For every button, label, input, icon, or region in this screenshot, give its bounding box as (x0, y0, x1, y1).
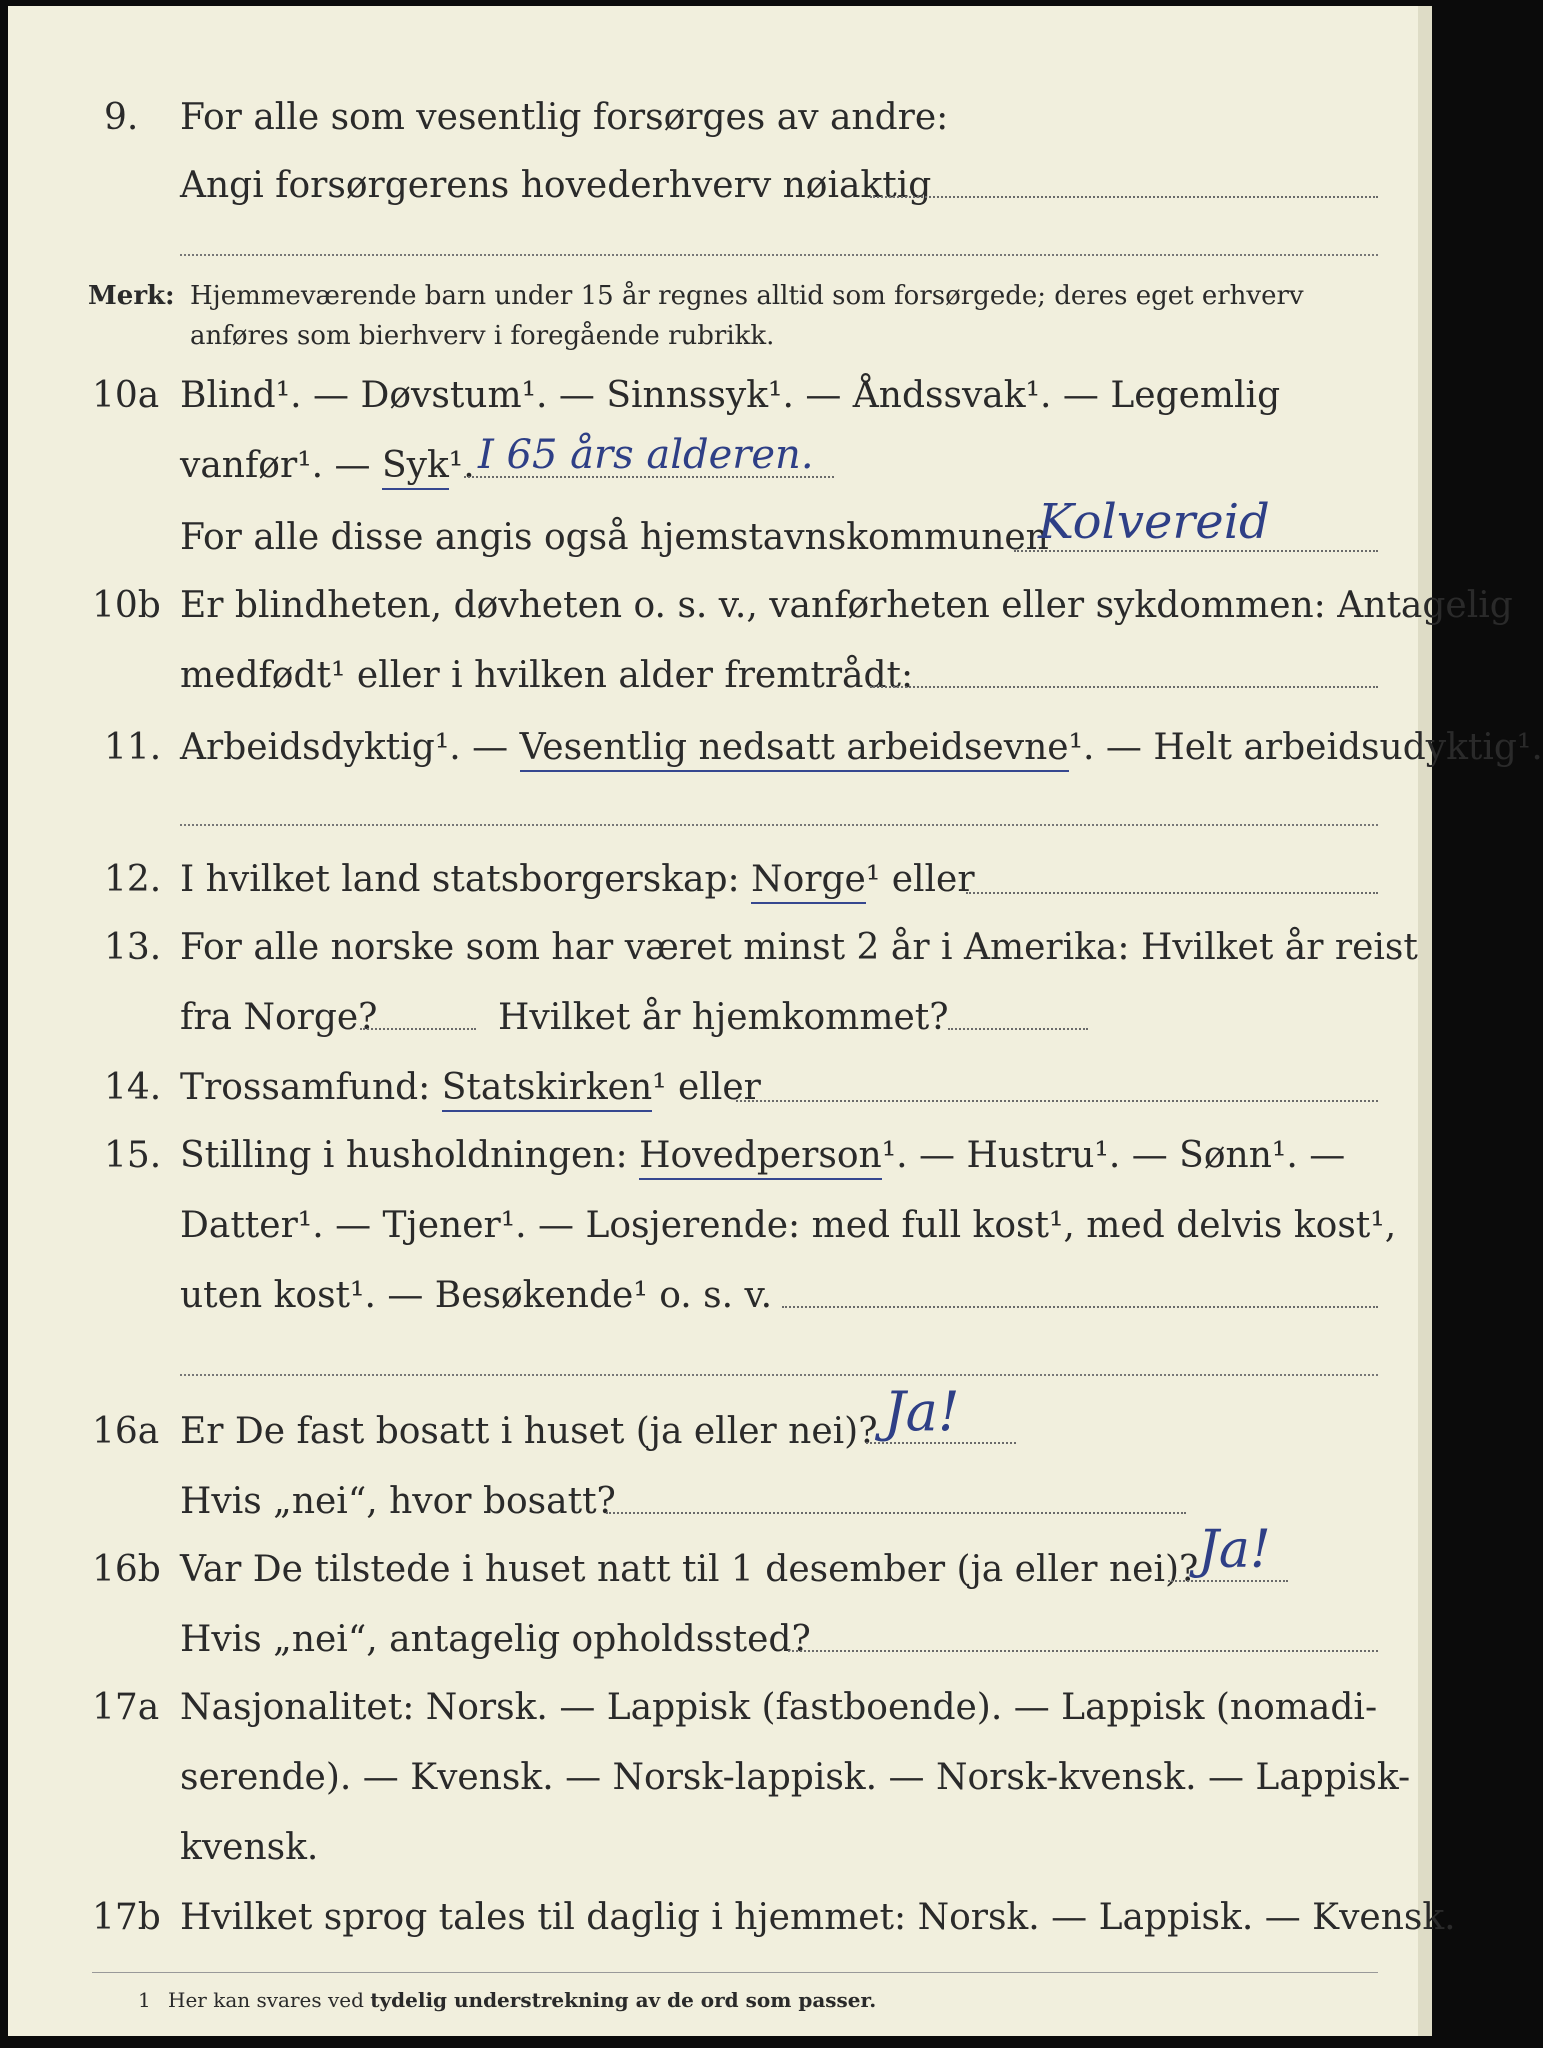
q10a-kommune-field[interactable] (1014, 550, 1378, 552)
q16a-line1: Er De fast bosatt i huset (ja eller nei)? (180, 1411, 878, 1452)
q11-underlined: Vesentlig nedsatt arbeidsevne (520, 727, 1069, 772)
q17b-number: 17b (92, 1897, 161, 1938)
q9-line2: Angi forsørgerens hovederhverv nøiaktig (180, 165, 932, 206)
q17a-line2: serende). — Kvensk. — Norsk-lappisk. — Norsk-kvensk. — Lappisk- (180, 1757, 1411, 1798)
q12-text-b: ¹ eller (865, 859, 975, 900)
footnote-mark: 1 (138, 1988, 151, 2012)
q16b-handwritten-answer: Ja! (1198, 1520, 1271, 1580)
q10b-line1: Er blindheten, døvheten o. s. v., vanførheten eller sykdommen: Antagelig (180, 585, 1513, 626)
q9-line1: For alle som vesentlig forsørges av andre: (180, 97, 949, 138)
q15-answer-field[interactable] (782, 1306, 1378, 1308)
census-form-page (8, 6, 1543, 2036)
q10a-syk-mark: ¹. (448, 445, 475, 486)
q11-line (180, 726, 1543, 770)
q9-answer-line2[interactable] (180, 254, 1378, 256)
q12-answer-field[interactable] (966, 892, 1378, 894)
q10b-number: 10b (92, 585, 161, 626)
q16b-opholdssted-field[interactable] (788, 1650, 1378, 1652)
q17a-line3: kvensk. (180, 1827, 319, 1868)
q11-number: 11. (104, 727, 162, 768)
merk-label: Merk: (88, 281, 175, 311)
q12-line (180, 858, 975, 902)
q10a-line1: Blind¹. — Døvstum¹. — Sinnssyk¹. — Åndssvak¹. — Legemlig (180, 375, 1281, 416)
q14-text-a: Trossamfund: (180, 1067, 442, 1108)
q16a-handwritten-answer: Ja! (884, 1380, 960, 1443)
q15-answer-line2[interactable] (180, 1374, 1378, 1376)
q16a-line2: Hvis „nei“, hvor bosatt? (180, 1481, 616, 1522)
q14-answer-field[interactable] (736, 1100, 1378, 1102)
q13-line1: For alle norske som har været minst 2 år i Amerika: Hvilket år reist (180, 927, 1418, 968)
q14-text-b: ¹ eller (652, 1067, 761, 1108)
q15-line2: Datter¹. — Tjener¹. — Losjerende: med full kost¹, med delvis kost¹, (180, 1205, 1397, 1246)
q13-line2a: fra Norge? (180, 997, 378, 1038)
q10a-handwritten-age: I 65 års alderen. (478, 432, 814, 478)
q11-answer-line[interactable] (180, 824, 1378, 826)
q15-line1 (180, 1134, 1345, 1178)
q16b-line2: Hvis „nei“, antagelig opholdssted? (180, 1619, 811, 1660)
q17b-line1: Hvilket sprog tales til daglig i hjemmet: Norsk. — Lappisk. — Kvensk. (180, 1897, 1456, 1938)
q14-number: 14. (104, 1067, 162, 1108)
q16b-line1: Var De tilstede i huset natt til 1 desember (ja eller nei)? (180, 1549, 1199, 1590)
q14-underlined: Statskirken (442, 1067, 652, 1112)
q14-line (180, 1066, 761, 1110)
footnote-text (168, 1986, 876, 2014)
q16a-number: 16a (92, 1411, 160, 1452)
merk-line2: anføres som bierhverv i foregående rubrikk. (190, 321, 775, 351)
q9-number: 9. (104, 97, 139, 138)
q16b-number: 16b (92, 1549, 161, 1590)
footnote-text-bold: tydelig understrekning av de ord som passer. (370, 1988, 877, 2012)
q13-number: 13. (104, 927, 162, 968)
q13-return-field[interactable] (948, 1028, 1088, 1030)
q17a-number: 17a (92, 1687, 160, 1728)
q17a-line1: Nasjonalitet: Norsk. — Lappisk (fastboende). — Lappisk (nomadi- (180, 1687, 1378, 1728)
q12-underlined: Norge (751, 859, 866, 904)
q16b-answer-field[interactable] (1168, 1580, 1288, 1582)
q16a-bosatt-field[interactable] (606, 1512, 1186, 1514)
q10b-line2: medfødt¹ eller i hvilken alder fremtrådt: (180, 655, 914, 696)
q13-line2b: Hvilket år hjemkommet? (498, 997, 949, 1038)
q10b-answer-field[interactable] (870, 686, 1378, 688)
q9-answer-field[interactable] (870, 196, 1378, 198)
footnote-divider (92, 1972, 1378, 1973)
q15-text-b: ¹. — Hustru¹. — Sønn¹. — (881, 1135, 1346, 1176)
q10a-line3: For alle disse angis også hjemstavnskommunen (180, 517, 1049, 558)
q15-number: 15. (104, 1135, 162, 1176)
q12-text-a: I hvilket land statsborgerskap: (180, 859, 752, 900)
footnote-text-a: Her kan svares ved (168, 1988, 371, 2012)
q15-line3: uten kost¹. — Besøkende¹ o. s. v. (180, 1275, 773, 1316)
q10a-syk-underlined: Syk (382, 445, 449, 490)
q12-number: 12. (104, 859, 162, 900)
q13-departure-field[interactable] (360, 1028, 476, 1030)
q10a-vanfor: vanfør¹. — (180, 445, 382, 486)
q10a-line2 (180, 444, 475, 488)
q10a-number: 10a (92, 375, 160, 416)
q15-text-a: Stilling i husholdningen: (180, 1135, 640, 1176)
q15-underlined: Hovedperson (639, 1135, 882, 1180)
q11-text-a: Arbeidsdyktig¹. — (180, 727, 520, 768)
page-edge (1418, 6, 1432, 2036)
q11-text-b: ¹. — Helt arbeidsudyktig¹. (1068, 727, 1543, 768)
q10a-handwritten-kommune: Kolvereid (1038, 494, 1270, 550)
merk-line1: Hjemmeværende barn under 15 år regnes alltid som forsørgede; deres eget erhverv (190, 281, 1304, 311)
